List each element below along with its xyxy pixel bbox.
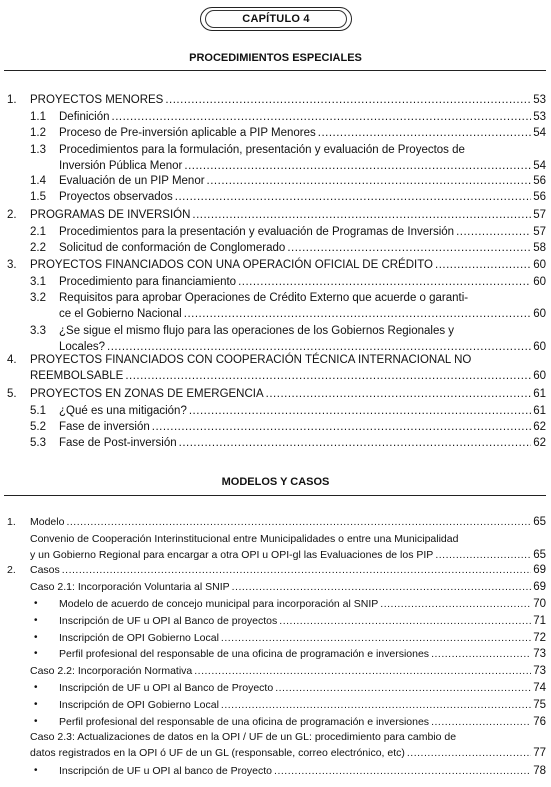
toc-entry-line: PROYECTOS FINANCIADOS CON COOPERACIÓN TÉCNICA INTERNACIONAL NO — [30, 354, 472, 366]
toc-page-number: 75 — [533, 699, 546, 711]
toc-entry-number: 3. — [7, 259, 17, 271]
toc-entry-title: ce el Gobierno Nacional — [59, 308, 182, 320]
toc-page-number: 53 — [533, 94, 546, 106]
toc-entry-title: PROYECTOS FINANCIADOS CON UNA OPERACIÓN OFICIAL DE CRÉDITO — [30, 259, 433, 271]
toc-entry-title: REEMBOLSABLE — [30, 370, 124, 382]
toc-entry-title: ¿Qué es una mitigación? — [59, 405, 187, 417]
toc-page-number: 60 — [533, 370, 546, 382]
toc-entry-title: Proceso de Pre-inversión aplicable a PIP Menores — [59, 127, 316, 139]
bullet-icon: • — [34, 716, 38, 727]
leader-dots — [221, 631, 531, 645]
toc-page-number: 57 — [533, 226, 546, 238]
bullet-icon: • — [34, 682, 38, 693]
toc-entry-line: Requisitos para aprobar Operaciones de Crédito Externo que acuerde o garanti- — [59, 292, 469, 304]
leader-dots — [207, 174, 532, 188]
leader-dots — [275, 681, 531, 695]
leader-dots — [435, 548, 531, 562]
toc-page-number: 70 — [533, 598, 546, 610]
toc-entry-text — [59, 614, 546, 628]
toc-entry-text — [30, 208, 546, 222]
toc-entry-title: Locales? — [59, 341, 106, 353]
toc-page-number: 71 — [533, 615, 546, 627]
toc-entry-number: 5.2 — [30, 421, 46, 433]
toc-entry-text — [30, 93, 546, 107]
leader-dots — [152, 420, 531, 434]
toc-entry-text — [30, 580, 546, 594]
toc-entry-title: PROGRAMAS DE INVERSIÓN — [30, 209, 191, 221]
toc-page-number: 77 — [533, 747, 546, 759]
toc-entry-number: 2.2 — [30, 242, 46, 254]
toc-page-number: 74 — [533, 682, 546, 694]
toc-entry-title: Solicitud de conformación de Conglomerado — [59, 242, 286, 254]
toc-entry-text — [30, 515, 546, 529]
toc-entry-number: 1.5 — [30, 191, 46, 203]
toc-entry-title: Fase de Post-inversión — [59, 437, 177, 449]
toc-entry-text — [59, 174, 546, 188]
toc-page-number: 60 — [533, 341, 546, 353]
toc-entry-text — [59, 647, 546, 661]
toc-entry-text — [59, 436, 546, 450]
toc-entry-number: 1.4 — [30, 175, 46, 187]
toc-entry-number: 2.1 — [30, 226, 46, 238]
toc-entry-number: 1.2 — [30, 127, 46, 139]
toc-entry-text — [59, 404, 546, 418]
leader-dots — [184, 159, 531, 173]
toc-entry-title: Inscripción de UF u OPI al Banco de proyectos — [59, 615, 278, 627]
toc-entry-title: Inversión Pública Menor — [59, 160, 183, 172]
toc-entry-text — [30, 387, 546, 401]
bullet-icon: • — [34, 765, 38, 776]
bullet-icon: • — [34, 615, 38, 626]
toc-page-number: 78 — [533, 765, 546, 777]
bullet-icon: • — [34, 632, 38, 643]
toc-entry-text — [59, 126, 546, 140]
leader-dots — [192, 208, 531, 222]
toc-entry-text — [30, 258, 546, 272]
leader-dots — [189, 404, 531, 418]
toc-entry-text — [30, 746, 546, 760]
leader-dots — [221, 698, 531, 712]
toc-page-number: 57 — [533, 209, 546, 221]
leader-dots — [279, 614, 531, 628]
toc-entry-text — [59, 698, 546, 712]
bullet-icon: • — [34, 598, 38, 609]
toc-entry-text — [30, 369, 546, 383]
toc-page-number: 62 — [533, 421, 546, 433]
toc-page-number: 56 — [533, 191, 546, 203]
toc-entry-number: 5. — [7, 388, 17, 400]
toc-page-number: 61 — [533, 405, 546, 417]
toc-entry-text — [59, 715, 546, 729]
toc-entry-number: 4. — [7, 354, 17, 366]
toc-entry-title: Casos — [30, 564, 60, 576]
toc-entry-text — [59, 307, 546, 321]
leader-dots — [431, 647, 531, 661]
leader-dots — [66, 515, 531, 529]
toc-entry-line: Procedimientos para la formulación, presentación y evaluación de Proyectos de — [59, 144, 465, 156]
section-title-procedimientos: PROCEDIMIENTOS ESPECIALES — [189, 52, 362, 64]
toc-entry-text — [59, 631, 546, 645]
toc-page-number: 76 — [533, 716, 546, 728]
toc-entry-text — [59, 681, 546, 695]
toc-entry-title: PROYECTOS EN ZONAS DE EMERGENCIA — [30, 388, 264, 400]
leader-dots — [125, 369, 531, 383]
toc-entry-text — [59, 597, 546, 611]
leader-dots — [380, 597, 531, 611]
leader-dots — [184, 307, 531, 321]
toc-entry-title: Inscripción de OPI Gobierno Local — [59, 699, 219, 711]
toc-page-number: 69 — [533, 564, 546, 576]
toc-entry-title: datos registrados en la OPI ó UF de un GL (responsable, correo electrónico, etc) — [30, 747, 405, 759]
toc-entry-text — [59, 225, 546, 239]
toc-entry-text — [30, 548, 546, 562]
toc-entry-title: Inscripción de UF u OPI al Banco de Proyecto — [59, 682, 274, 694]
leader-dots — [238, 275, 531, 289]
section-title-modelos: MODELOS Y CASOS — [221, 476, 330, 488]
toc-page-number: 72 — [533, 632, 546, 644]
toc-entry-number: 5.1 — [30, 405, 46, 417]
leader-dots — [194, 664, 531, 678]
toc-entry-text — [59, 340, 546, 354]
toc-entry-title: Caso 2.2: Incorporación Normativa — [30, 665, 193, 677]
toc-entry-title: Procedimiento para financiamiento — [59, 276, 237, 288]
toc-page-number: 65 — [533, 549, 546, 561]
leader-dots — [407, 746, 531, 760]
toc-page-number: 65 — [533, 516, 546, 528]
bullet-icon: • — [34, 699, 38, 710]
leader-dots — [287, 241, 531, 255]
toc-entry-title: Proyectos observados — [59, 191, 173, 203]
toc-entry-title: Modelo de acuerdo de concejo municipal para incorporación al SNIP — [59, 598, 379, 610]
leader-dots — [175, 190, 531, 204]
toc-page-number: 54 — [533, 160, 546, 172]
toc-page-number: 61 — [533, 388, 546, 400]
toc-entry-number: 1. — [7, 516, 16, 528]
toc-entry-text — [59, 241, 546, 255]
toc-page-number: 58 — [533, 242, 546, 254]
leader-dots — [318, 126, 531, 140]
toc-entry-line: Convenio de Cooperación Interinstitucional entre Municipalidades o entre una Municipalidad — [30, 533, 459, 545]
leader-dots — [112, 110, 532, 124]
section-divider — [4, 70, 546, 71]
toc-entry-title: Procedimientos para la presentación y evaluación de Programas de Inversión — [59, 226, 455, 238]
toc-entry-number: 1. — [7, 94, 17, 106]
toc-entry-number: 1.1 — [30, 111, 46, 123]
toc-page-number: 60 — [533, 276, 546, 288]
toc-entry-line: Caso 2.3: Actualizaciones de datos en la OPI / UF de un GL: procedimiento para cambio de — [30, 731, 457, 743]
toc-entry-title: Perfil profesional del responsable de una oficina de programación e inversiones — [59, 648, 430, 660]
toc-entry-number: 2. — [7, 564, 16, 576]
toc-entry-title: Perfil profesional del responsable de una oficina de programación e inversiones — [59, 716, 430, 728]
toc-entry-title: Evaluación de un PIP Menor — [59, 175, 205, 187]
chapter-badge — [200, 7, 352, 31]
toc-entry-text — [59, 110, 546, 124]
toc-entry-text — [59, 190, 546, 204]
leader-dots — [107, 340, 531, 354]
section-divider — [4, 495, 546, 496]
toc-entry-number: 1.3 — [30, 144, 46, 156]
toc-entry-title: Caso 2.1: Incorporación Voluntaria al SNIP — [30, 581, 230, 593]
leader-dots — [62, 563, 531, 577]
toc-page-number: 73 — [533, 648, 546, 660]
chapter-title: CAPÍTULO 4 — [205, 10, 347, 28]
leader-dots — [274, 764, 531, 778]
toc-entry-number: 3.2 — [30, 292, 46, 304]
toc-entry-text — [30, 563, 546, 577]
toc-entry-number: 3.3 — [30, 325, 46, 337]
toc-page-number: 60 — [533, 259, 546, 271]
leader-dots — [165, 93, 531, 107]
toc-entry-title: Definición — [59, 111, 110, 123]
toc-entry-title: Inscripción de UF u OPI al banco de Proyecto — [59, 765, 273, 777]
leader-dots — [431, 715, 531, 729]
toc-entry-number: 2. — [7, 209, 17, 221]
toc-entry-number: 5.3 — [30, 437, 46, 449]
toc-entry-text — [30, 664, 546, 678]
leader-dots — [266, 387, 532, 401]
toc-entry-text — [59, 275, 546, 289]
toc-entry-number: 3.1 — [30, 276, 46, 288]
toc-entry-line: ¿Se sigue el mismo flujo para las operaciones de los Gobiernos Regionales y — [59, 325, 455, 337]
toc-page-number: 73 — [533, 665, 546, 677]
toc-entry-title: Modelo — [30, 516, 65, 528]
leader-dots — [232, 580, 532, 594]
toc-entry-text — [59, 420, 546, 434]
toc-entry-text — [59, 159, 546, 173]
toc-page-number: 62 — [533, 437, 546, 449]
toc-entry-title: Fase de inversión — [59, 421, 150, 433]
leader-dots — [456, 225, 531, 239]
toc-entry-text — [59, 764, 546, 778]
toc-page-number: 69 — [533, 581, 546, 593]
toc-page-number: 54 — [533, 127, 546, 139]
leader-dots — [435, 258, 531, 272]
toc-page-number: 53 — [533, 111, 546, 123]
leader-dots — [179, 436, 532, 450]
toc-entry-title: y un Gobierno Regional para encargar a otra OPI u OPI-gl las Evaluaciones de los PIP — [30, 549, 434, 561]
toc-entry-title: PROYECTOS MENORES — [30, 94, 164, 106]
toc-page-number: 56 — [533, 175, 546, 187]
toc-page-number: 60 — [533, 308, 546, 320]
bullet-icon: • — [34, 648, 38, 659]
toc-entry-title: Inscripción de OPI Gobierno Local — [59, 632, 219, 644]
